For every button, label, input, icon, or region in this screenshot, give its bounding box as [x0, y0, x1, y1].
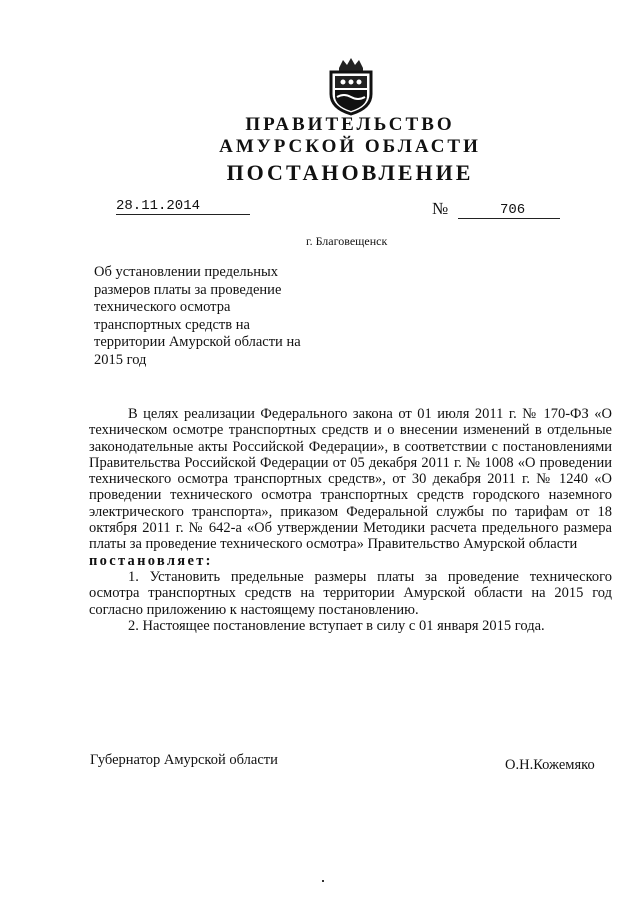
preamble-paragraph: В целях реализации Федерального закона от 01 июля 2011 г. № 170-ФЗ «О техническом осмотре транспортных средств и о внесении изменений в отдельные законодательные акты Российской Федерации», в соответствии с постановлениями Правительства Российской Федерации от 05 декабря 2011 г. № 1008 «О проведении технического осмотра транспортных средств», от 30 декабря 2011 г. № 1240 «О проведении технического осмотра транспортных средств городского наземного электрического транспорта», приказом Федеральной службы по тарифам от 18 октября 2011 г. № 642-а «Об утверждении Методики расчета предельного размера платы за проведение технического осмотра» Правительство Амурской области	[89, 406, 612, 553]
government-title: ПРАВИТЕЛЬСТВО	[245, 114, 455, 135]
document-body	[89, 406, 612, 634]
decree-item-2: 2. Настоящее постановление вступает в силу с 01 января 2015 года.	[128, 617, 545, 634]
document-date: 28.11.2014	[116, 198, 201, 214]
signatory-name: О.Н.Кожемяко	[505, 757, 595, 773]
document-subject: Об установлении предельных размеров платы за проведение технического осмотра транспортных средств на территории Амурской области на 2015 год	[94, 264, 301, 368]
region-title: АМУРСКОЙ ОБЛАСТИ	[219, 136, 481, 157]
decree-item-1: 1. Установить предельные размеры платы за проведение технического осмотра транспортных средств на территории Амурской области на 2015 год согласно приложению к настоящему постановлению.	[89, 568, 612, 618]
scan-artifact	[322, 880, 324, 882]
city: г. Благовещенск	[306, 234, 388, 248]
document-number: 706	[500, 202, 526, 218]
signatory-position: Губернатор Амурской области	[90, 752, 278, 768]
number-sign: №	[432, 199, 449, 218]
date-underline	[116, 214, 250, 215]
decree-word: постановляет:	[89, 552, 213, 569]
document-type: ПОСТАНОВЛЕНИЕ	[226, 160, 474, 185]
coat-of-arms-icon	[327, 56, 375, 116]
number-underline	[458, 218, 560, 219]
